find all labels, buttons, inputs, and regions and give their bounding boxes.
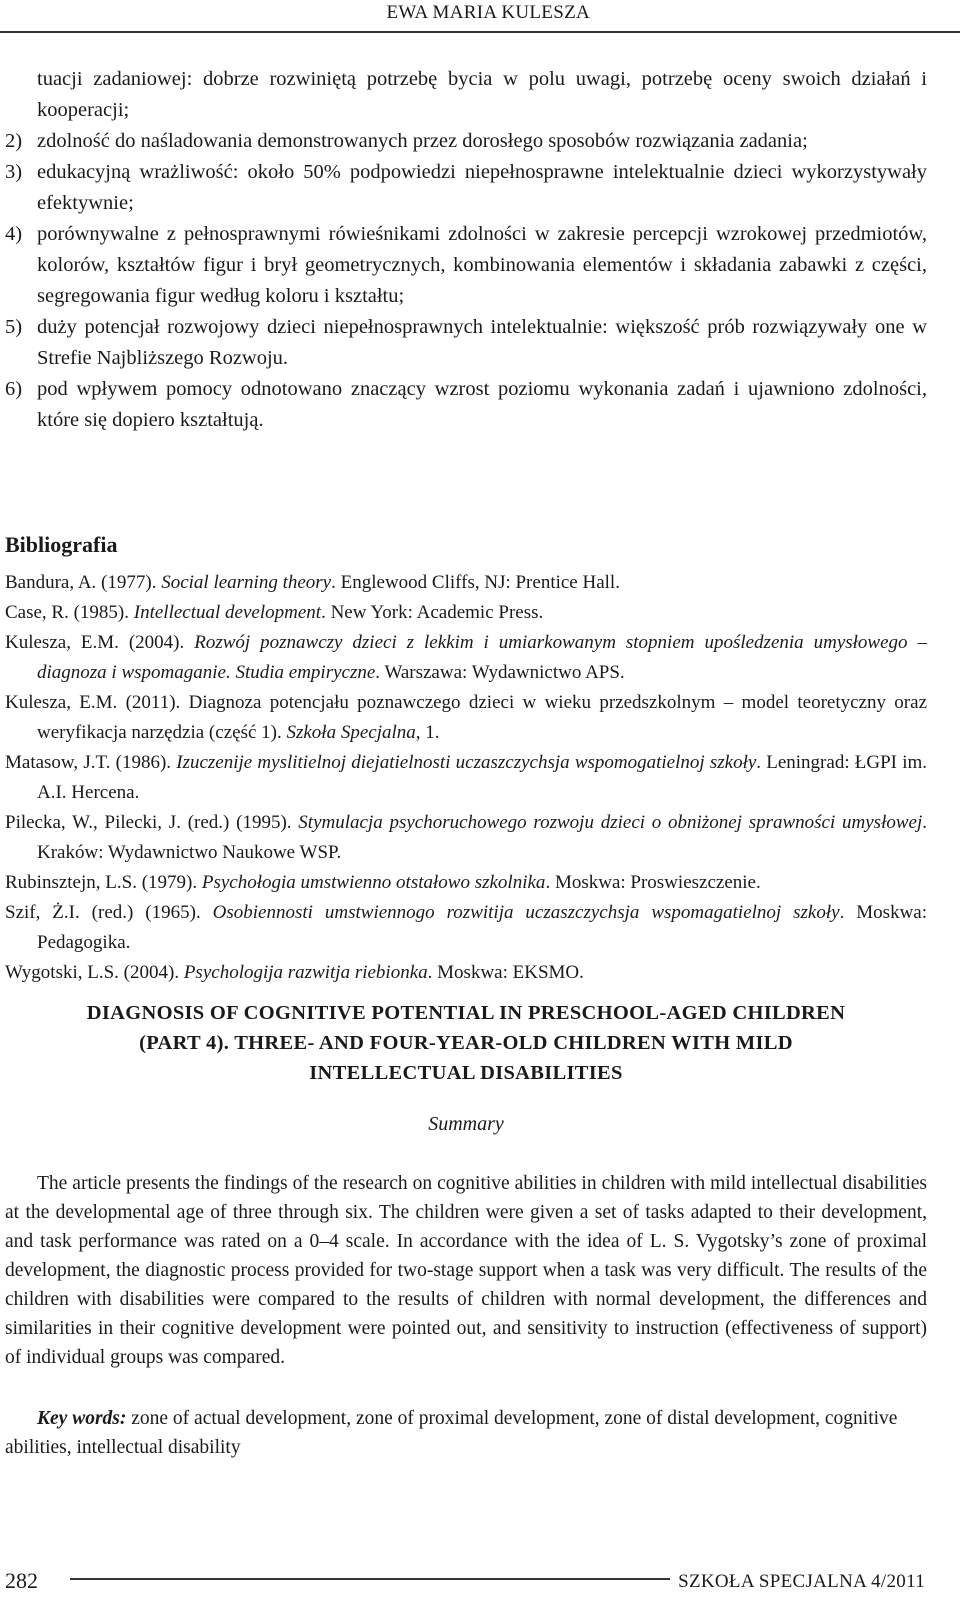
- list-number: 3): [5, 161, 23, 183]
- journal-footer: SZKOŁA SPECJALNA 4/2011: [678, 1571, 925, 1592]
- title-line: DIAGNOSIS OF COGNITIVE POTENTIAL IN PRESCHOOL-AGED CHILDREN: [86, 1002, 846, 1024]
- running-head: EWA MARIA KULESZA: [386, 2, 590, 23]
- bibliography-entry: Wygotski, L.S. (2004). Psychologija razwitja riebionka. Moskwa: EKSMO.: [5, 962, 584, 983]
- list-item: 6) pod wpływem pomocy odnotowano znaczący wzrost poziomu wykonania zadań i ujawniono zdolności, które się dopiero kształtują.: [5, 374, 927, 436]
- list-item: 2) zdolność do naśladowania demonstrowanych przez dorosłego sposobów rozwiązania zadania;: [5, 126, 927, 157]
- title-line: INTELLECTUAL DISABILITIES: [309, 1062, 623, 1084]
- bibliography-heading: Bibliografia: [5, 532, 118, 557]
- list-number: 4): [5, 223, 23, 245]
- bibliography-entry: Szif, Ż.I. (red.) (1965). Osobiennosti umstwiennogo rozwitija uczaszczychsja wspomagatielnoj szkoły. Moskwa: Pedagogika.: [5, 902, 927, 953]
- keywords-label: Key words:: [37, 1408, 127, 1429]
- list-item: 3) edukacyjną wrażliwość: około 50% podpowiedzi niepełnosprawne intelektualnie dzieci wykorzystywały efektywnie;: [5, 157, 927, 219]
- list-item: 5) duży potencjał rozwojowy dzieci niepełnosprawnych intelektualnie: większość prób rozwiązywały one w Strefie Najbliższego Rozwoju.: [5, 312, 927, 374]
- footer-rule: [70, 1578, 670, 1580]
- list-number: 2): [5, 130, 23, 152]
- page-number: 282: [5, 1568, 38, 1593]
- keywords-text: zone of actual development, zone of proximal development, zone of distal development, cognitive abilities, intellectual disability: [5, 1408, 898, 1458]
- bibliography-list: [5, 568, 927, 988]
- summary-label: Summary: [428, 1113, 504, 1135]
- bibliography-entry: Matasow, J.T. (1986). Izuczenije myslitielnoj diejatielnosti uczaszczychsja wspomogatielnoj szkoły. Leningrad: ŁGPI im. A.I. Hercena.: [5, 752, 928, 803]
- list-item: 4) porównywalne z pełnosprawnymi rówieśnikami zdolności w zakresie percepcji wzrokowej przedmiotów, kolorów, kształtów figur i brył geometrycznych, kombinowania elementów i składania zabawki z części, segregowania figur według koloru i kształtu;: [5, 219, 927, 312]
- list-number: 6): [5, 378, 23, 400]
- bibliography-entry: Pilecka, W., Pilecki, J. (red.) (1995). Stymulacja psychoruchowego rozwoju dzieci o obniżonej sprawności umysłowej. Kraków: Wydawnictwo Naukowe WSP.: [5, 812, 927, 863]
- conclusions-list: [5, 64, 927, 436]
- bibliography-entry: Kulesza, E.M. (2011). Diagnoza potencjału poznawczego dzieci w wieku przedszkolnym – model teoretyczny oraz weryfikacja narzędzia (część 1). Szkoła Specjalna, 1.: [5, 692, 927, 743]
- page-header: [0, 0, 960, 36]
- list-item: tuacji zadaniowej: dobrze rozwiniętą potrzebę bycia w polu uwagi, potrzebę oceny swoich działań i kooperacji;: [37, 68, 927, 121]
- english-title: [0, 998, 932, 1088]
- bibliography-entry: Kulesza, E.M. (2004). Rozwój poznawczy dzieci z lekkim i umiarkowanym stopniem upośledzenia umysłowego – diagnoza i wspomaganie. Studia empiryczne. Warszawa: Wydawnictwo APS.: [5, 632, 927, 683]
- title-line: (PART 4). THREE- AND FOUR-YEAR-OLD CHILDREN WITH MILD: [139, 1032, 793, 1054]
- keywords: [5, 1404, 927, 1462]
- bibliography-entry: Bandura, A. (1977). Social learning theory. Englewood Cliffs, NJ: Prentice Hall.: [5, 572, 620, 593]
- header-rule: [0, 31, 960, 33]
- bibliography-entry: Rubinsztejn, L.S. (1979). Psychołogia umstwienno otstałowo szkolnika. Moskwa: Proswieszczenie.: [5, 872, 761, 893]
- list-number: 5): [5, 316, 23, 338]
- abstract: [5, 1169, 927, 1372]
- bibliography-entry: Case, R. (1985). Intellectual development. New York: Academic Press.: [5, 602, 544, 623]
- abstract-text: The article presents the findings of the research on cognitive abilities in children with mild intellectual disabilities at the developmental age of three through six. The children were given a set of tasks adapted to their development, and task performance was rated on a 0–4 scale. In accordance with the idea of L. S. Vygotsky’s zone of proximal development, the diagnostic process provided for two-stage support when a task was very difficult. The results of the children with disabilities were compared to the results of children with normal development, the differences and similarities in their cognitive development were pointed out, and sensitivity to instruction (effectiveness of support) of individual groups was compared.: [5, 1173, 927, 1368]
